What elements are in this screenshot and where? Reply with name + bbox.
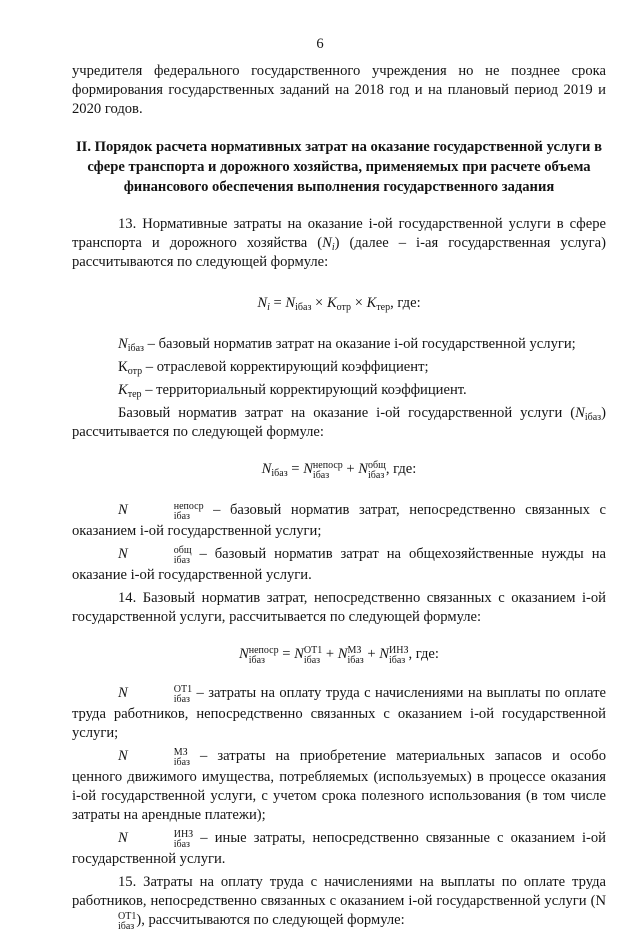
definition-obsh: N общ iбаз – базовый норматив затрат на общехозяйственные нужды на оказание i-ой государственной услуги. xyxy=(72,545,606,583)
paragraph-base-norm: Базовый норматив затрат на оказание i-ой государственной услуги $(N_{iбаз})$ рассчитывается по следующей формуле: xyxy=(72,405,606,440)
definition-mz: N МЗ iбаз – затраты на приобретение материальных запасов и особо ценного движимого имущества, потребляемых (используемых) в процессе оказания i-ой государственной услуги, с учетом срока полезного использования (в том числе затраты на арендные платежи); xyxy=(72,747,606,823)
formula-ni: $N_i = N_{iбаз} \times K_{отр} \times K_{тер}$, где: xyxy=(257,295,421,313)
section-heading: II. Порядок расчета нормативных затрат на оказание государственной услуги в сфере транспорта и дорожного хозяйства, применяемых при расчете объема финансового обеспечения выполнения государственного задания xyxy=(75,139,602,195)
definition-k-otr: $К_{отр}$ – отраслевой корректирующий коэффициент; xyxy=(118,359,429,377)
paragraph-15: 15. Затраты на оплату труда с начислениями на выплаты по оплате труда работников, непосредственно связанных с оказанием i-ой государственной услуги (N ОТ1 iбаз ), рассчитываются по следующей формуле: xyxy=(72,874,606,932)
definition-neposr: N непоср iбаз – базовый норматив затрат, непосредственно связанных с оказанием i-ой государственной услуги; xyxy=(72,501,606,539)
page-number: 6 xyxy=(316,36,324,52)
formula-base-norm: $N_{iбаз} = N$ непоср iбаз + N общ iбаз , где: xyxy=(261,460,417,481)
paragraph-14: 14. Базовый норматив затрат, непосредственно связанных с оказанием i-ой государственной услуги, рассчитывается по следующей формуле: xyxy=(72,590,606,625)
page-content xyxy=(72,62,606,932)
definition-inz: N ИНЗ iбаз – иные затраты, непосредственно связанные с оказанием i-ой государственной услуги. xyxy=(72,829,606,867)
paragraph-13: 13. Нормативные затраты на оказание i-ой государственной услуги в сфере транспорта и дорожного хозяйства $(N_i)$ (далее – i-ая государственная услуга) рассчитываются по следующей формуле: xyxy=(72,216,607,270)
intro-paragraph: учредителя федерального государственного учреждения но не позднее срока формирования государственных заданий на 2018 год и на плановый период 2019 и 2020 годов. xyxy=(72,63,606,117)
definition-base-norm: $N_{iбаз}$ – базовый норматив затрат на оказание i-ой государственной услуги; xyxy=(118,336,576,354)
definition-ot1: N ОТ1 iбаз – затраты на оплату труда с начислениями на выплаты по оплате труда работников, непосредственно связанных с оказанием i-ой государственной услуги; xyxy=(72,684,606,741)
formula-neposr: N непоср iбаз = N ОТ1 iбаз + N МЗ iбаз + N ИНЗ iбаз , где: xyxy=(239,645,439,666)
definition-k-ter: $K_{тер}$ – территориальный корректирующий коэффициент. xyxy=(118,382,467,400)
